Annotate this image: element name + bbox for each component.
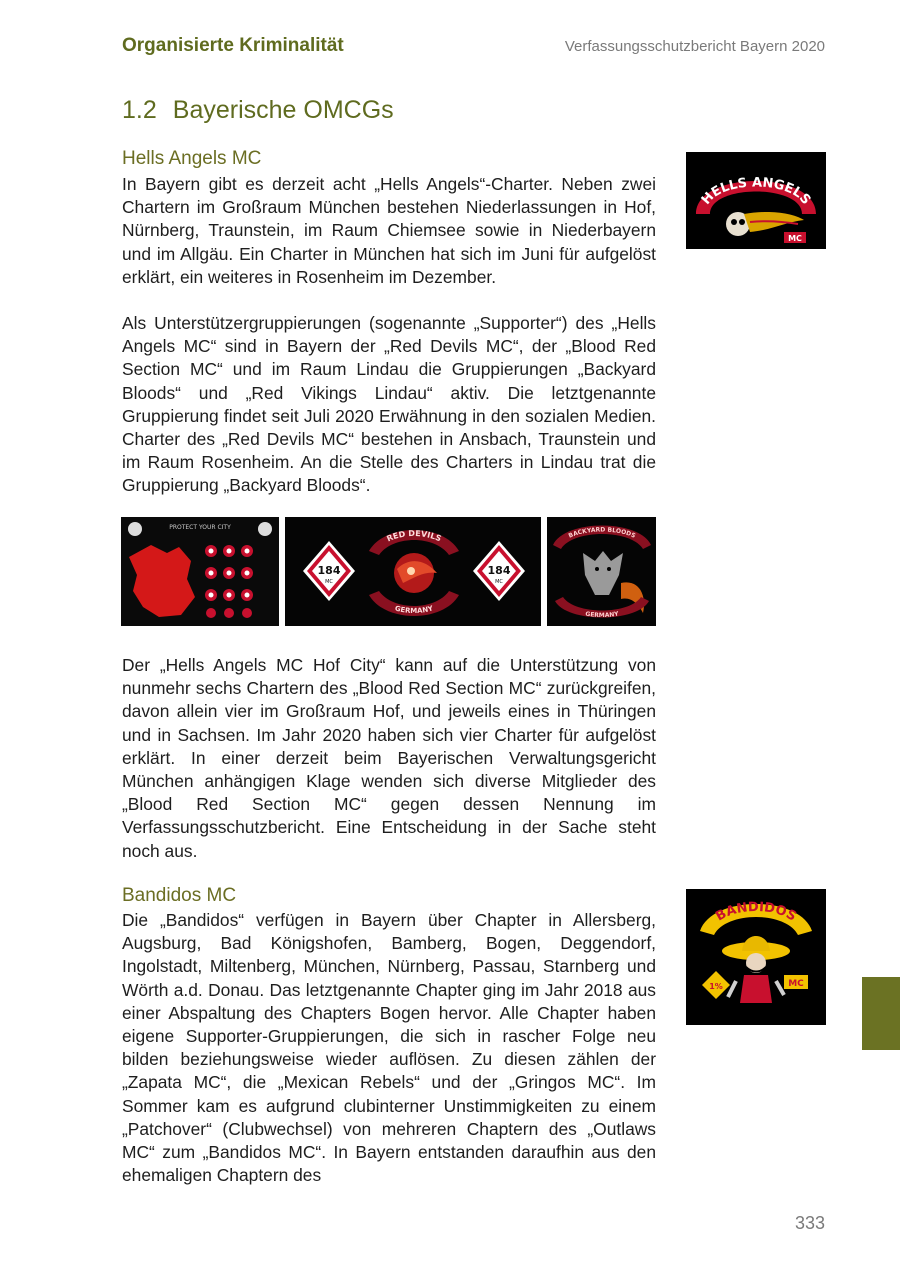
- report-title: Verfassungsschutzbericht Bayern 2020: [564, 38, 825, 55]
- bandidos-logo: [686, 889, 826, 1025]
- chapter-title: Organisierte Kriminalität: [122, 35, 344, 56]
- bandidos-heading: Bandidos MC: [122, 885, 237, 906]
- left-diamond-mc: MC: [325, 579, 333, 585]
- section-title: Bayerische OMCGs: [172, 96, 394, 124]
- section-number: 1.2: [122, 96, 157, 124]
- red-devils-top-text: RED DEVILS: [385, 528, 443, 544]
- red-devils-image: [285, 517, 541, 626]
- bandidos-logo-mc: MC: [788, 979, 804, 989]
- backyard-bottom-text: GERMANY: [584, 610, 620, 620]
- hells-angels-logo-mc: MC: [788, 234, 802, 243]
- backyard-bloods-image: [547, 517, 656, 626]
- hells-angels-paragraph-1: In Bayern gibt es derzeit acht „Hells Angels“-Charter. Neben zwei Chartern im Großraum München bestehen Niederlassungen in Hof, Nürnberg, Traunstein, im Raum Chiemsee sowie in Niederbayern und im Allgäu. Ein Charter in München hat sich im Juni für aufgelöst erklärt, ein weiteres in Rosenheim im Dezember.: [122, 174, 656, 287]
- hells-angels-logo-text: HELLS ANGELS: [698, 175, 814, 208]
- bandidos-logo-text: BANDIDOS: [713, 899, 799, 925]
- red-devils-bottom-text: GERMANY: [394, 604, 434, 616]
- chapter-side-tab: [862, 977, 900, 1050]
- right-diamond-mc: MC: [495, 579, 503, 585]
- hells-angels-heading: Hells Angels MC: [122, 148, 262, 169]
- backyard-top-text: BACKYARD BLOODS: [567, 526, 637, 540]
- section-heading: [122, 96, 394, 125]
- bandidos-logo-sign: 1%: [709, 982, 723, 991]
- left-diamond-number: 184: [317, 564, 341, 577]
- map-image-title: PROTECT YOUR CITY: [169, 524, 231, 531]
- hells-angels-logo: [686, 152, 826, 249]
- bandidos-paragraph: Die „Bandidos“ verfügen in Bayern über Chapter in Allersberg, Augsburg, Bad Königshofen, Bamberg, Bogen, Deggendorf, Ingolstadt, Miltenberg, München, Nürnberg, Passau, Starnberg und Wörth a.d. Donau. Das letztgenannte Chapter ging im Jahr 2018 aus einer Abspaltung des Chapters Bogen hervor. Alle Chapter haben eigene Supporter-Gruppierungen, die sich in rascher Folge neu bilden beziehungsweise wieder auflösen. Zu diesen zählen der „Zapata MC“, die „Mexican Rebels“ und der „Gringos MC“. Im Sommer kam es aufgrund clubinterner Unstimmigkeiten zu einem „Patchover“ (Clubwechsel) von mehreren Chaptern des „Outlaws MC“ zum „Bandidos MC“. In Bayern entstanden daraufhin aus den ehemaligen Chaptern des: [122, 910, 656, 1186]
- hells-angels-paragraph-3: Der „Hells Angels MC Hof City“ kann auf die Unterstützung von nunmehr sechs Chartern des „Blood Red Section MC“ zurückgreifen, davon allein vier im Großraum Hof, und jeweils eines in Thüringen und in Sachsen. Im Jahr 2020 haben sich vier Charter für aufgelöst erklärt. In einer derzeit beim Bayerischen Verwaltungsgericht München anhängigen Klage wenden sich diverse Mitglieder des „Blood Red Section MC“ gegen dessen Nennung im Verfassungsschutzbericht. Eine Entscheidung in der Sache steht noch aus.: [122, 655, 656, 861]
- page-number: 333: [794, 1213, 825, 1233]
- hells-angels-paragraph-2: Als Unterstützergruppierungen (sogenannte „Supporter“) des „Hells Angels MC“ sind in Bayern der „Red Devils MC“, der „Blood Red Section MC“ und im Raum Lindau die Gruppierungen „Backyard Bloods“ und „Red Vikings Lindau“ aktiv. Die letztgenannte Gruppierung findet seit Juli 2020 Erwähnung in den sozialen Medien. Charter des „Red Devils MC“ bestehen in Ansbach, Traunstein und im Raum Rosenheim. An die Stelle des Charters in Lindau trat die Gruppierung „Backyard Bloods“.: [122, 313, 656, 496]
- right-diamond-number: 184: [487, 564, 511, 577]
- supporter-map-image: [121, 517, 279, 626]
